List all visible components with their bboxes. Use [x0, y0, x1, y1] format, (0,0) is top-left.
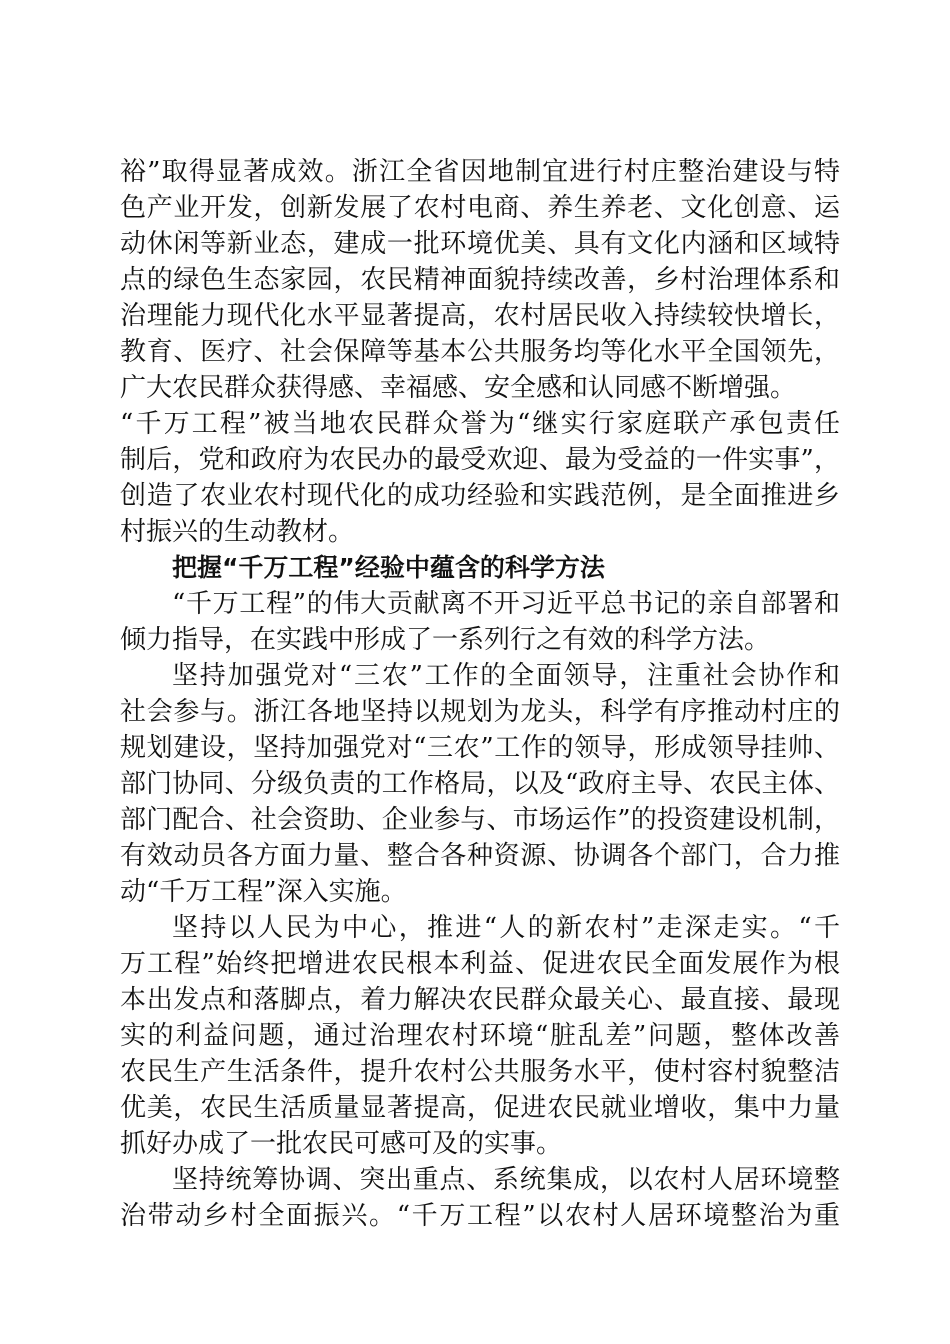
paragraph-line: 本出发点和落脚点，着力解决农民群众最关心、最直接、最现: [120, 985, 840, 1015]
paragraph-line: 教育、医疗、社会保障等基本公共服务均等化水平全国领先，: [120, 337, 840, 367]
paragraph-line: 村振兴的生动教材。: [120, 517, 355, 547]
paragraph-line: 创造了农业农村现代化的成功经验和实践范例，是全面推进乡: [120, 481, 840, 511]
paragraph-line: 规划建设，坚持加强党对“三农”工作的领导，形成领导挂帅、: [120, 733, 840, 763]
paragraph-line: 色产业开发，创新发展了农村电商、养生养老、文化创意、运: [120, 193, 840, 223]
paragraph-line: 动“千万工程”深入实施。: [120, 877, 407, 907]
paragraph-line: 优美，农民生活质量显著提高，促进农民就业增收，集中力量: [120, 1093, 840, 1123]
paragraph-line: 有效动员各方面力量、整合各种资源、协调各个部门，合力推: [120, 841, 840, 871]
paragraph-line: 治带动乡村全面振兴。“千万工程”以农村人居环境整治为重: [120, 1201, 840, 1231]
paragraph-line: 制后，党和政府为农民办的最受欢迎、最为受益的一件实事”，: [120, 445, 840, 475]
paragraph-line: 实的利益问题，通过治理农村环境“脏乱差”问题，整体改善: [120, 1021, 840, 1051]
paragraph-line: 动休闲等新业态，建成一批环境优美、具有文化内涵和区域特: [120, 229, 840, 259]
paragraph-line: 部门协同、分级负责的工作格局，以及“政府主导、农民主体、: [120, 769, 840, 799]
paragraph-line: “千万工程”的伟大贡献离不开习近平总书记的亲自部署和: [172, 589, 840, 619]
paragraph-line: 倾力指导，在实践中形成了一系列行之有效的科学方法。: [120, 625, 771, 655]
paragraph-line: “千万工程”被当地农民群众誉为“继实行家庭联产承包责任: [120, 409, 840, 439]
paragraph-line: 万工程”始终把增进农民根本利益、促进农民全面发展作为根: [120, 949, 840, 979]
paragraph-line: 农民生产生活条件，提升农村公共服务水平，使村容村貌整洁: [120, 1057, 840, 1087]
paragraph-line: 治理能力现代化水平显著提高，农村居民收入持续较快增长，: [120, 301, 840, 331]
paragraph-line: 坚持以人民为中心，推进“人的新农村”走深走实。“千: [172, 913, 840, 943]
paragraph-line: 部门配合、社会资助、企业参与、市场运作”的投资建设机制，: [120, 805, 840, 835]
section-heading: 把握“千万工程”经验中蕴含的科学方法: [172, 553, 605, 582]
paragraph-line: 广大农民群众获得感、幸福感、安全感和认同感不断增强。: [120, 373, 797, 403]
paragraph-line: 社会参与。浙江各地坚持以规划为龙头，科学有序推动村庄的: [120, 697, 840, 727]
paragraph-line: 点的绿色生态家园，农民精神面貌持续改善，乡村治理体系和: [120, 265, 840, 295]
paragraph-line: 坚持加强党对“三农”工作的全面领导，注重社会协作和: [172, 661, 840, 691]
paragraph-line: 裕”取得显著成效。浙江全省因地制宜进行村庄整治建设与特: [120, 157, 840, 187]
paragraph-line: 抓好办成了一批农民可感可及的实事。: [120, 1129, 563, 1159]
paragraph-line: 坚持统筹协调、突出重点、系统集成，以农村人居环境整: [172, 1165, 840, 1195]
